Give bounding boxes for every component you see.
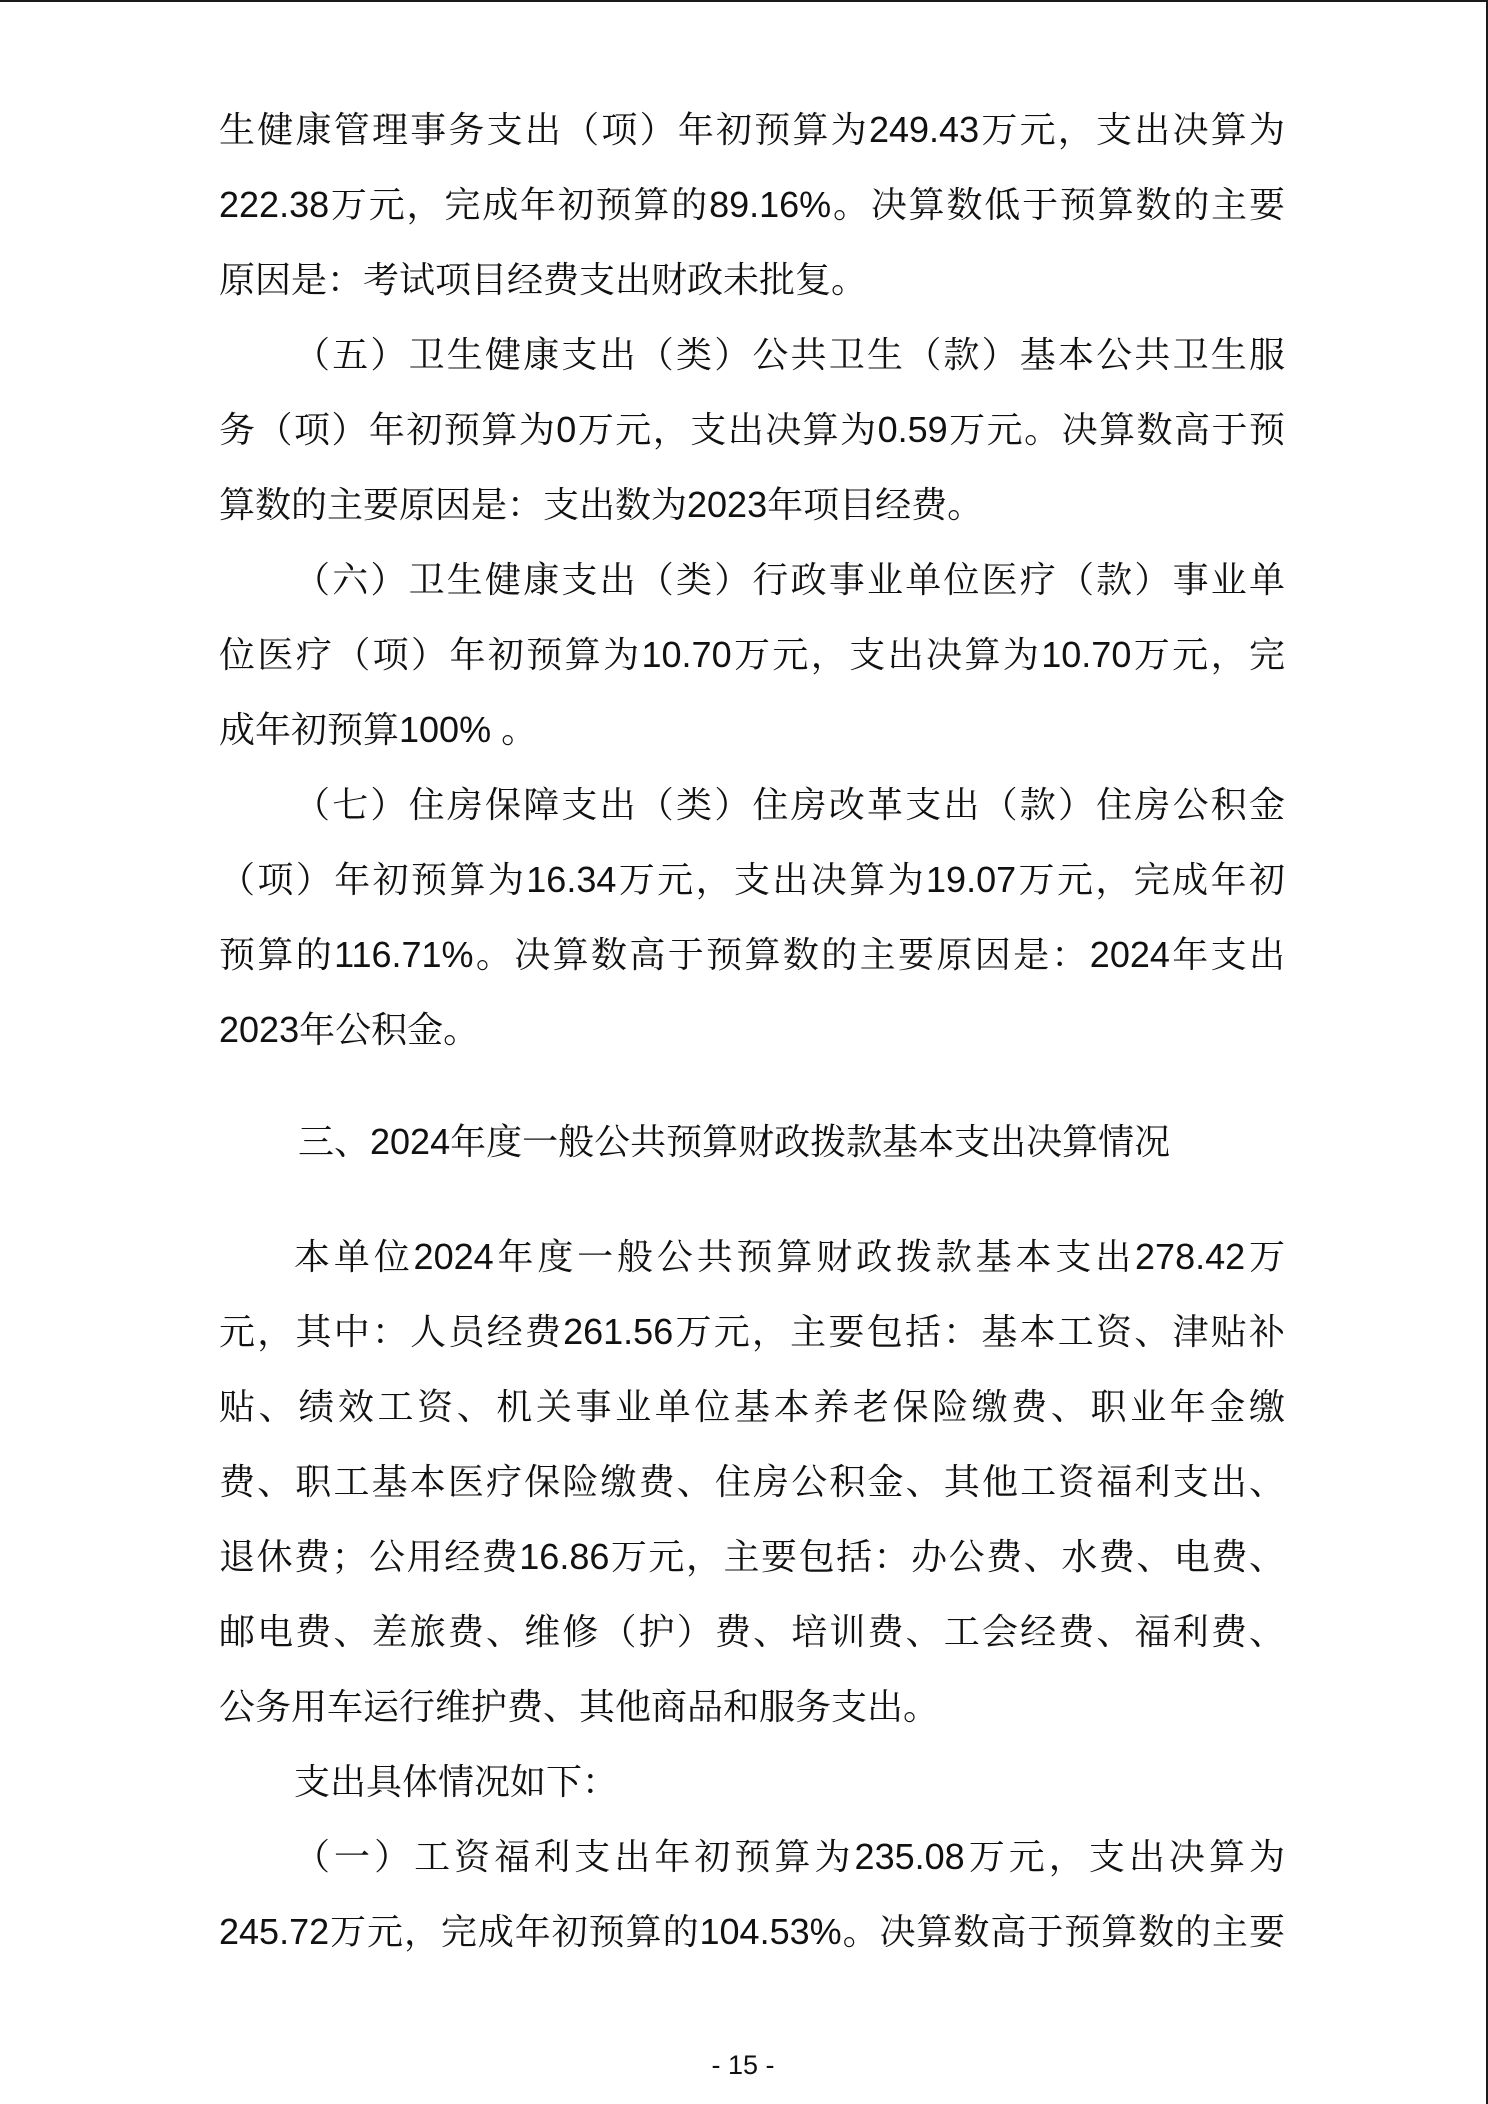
document-body [219,92,1285,1969]
page-number: - 15 - [711,2050,775,2080]
paragraph-line: 位医疗（项）年初预算为10.70万元，支出决算为10.70万元，完 [219,634,1285,675]
paragraph-line: 生健康管理事务支出（项）年初预算为249.43万元，支出决算为 [219,109,1285,150]
paragraph-line: 本单位2024年度一般公共预算财政拨款基本支出278.42万 [294,1236,1285,1277]
paragraph-line: 预算的116.71%。决算数高于预算数的主要原因是：2024年支出 [219,934,1285,975]
paragraph [219,542,1285,767]
paragraph-line: （一）工资福利支出年初预算为235.08万元，支出决算为 [294,1836,1285,1877]
paragraph-line: 贴、绩效工资、机关事业单位基本养老保险缴费、职业年金缴 [219,1386,1285,1427]
paragraph [219,317,1285,542]
paragraph-line: 算数的主要原因是：支出数为2023年项目经费。 [219,484,984,525]
paragraph [219,1744,1285,1819]
paragraph-line: （项）年初预算为16.34万元，支出决算为19.07万元，完成年初 [219,859,1285,900]
paragraph [219,1219,1285,1744]
paragraph-line: 222.38万元，完成年初预算的89.16%。决算数低于预算数的主要 [219,184,1285,225]
paragraph-line: 退休费；公用经费16.86万元，主要包括：办公费、水费、电费、 [219,1536,1285,1577]
paragraph-line: 成年初预算100% 。 [219,709,538,750]
paragraph-line: （五）卫生健康支出（类）公共卫生（款）基本公共卫生服 [294,334,1285,375]
paragraph-line: 2023年公积金。 [219,1009,480,1050]
section-heading: 三、2024年度一般公共预算财政拨款基本支出决算情况 [298,1121,1171,1162]
paragraph [219,767,1285,1067]
paragraph-line: 邮电费、差旅费、维修（护）费、培训费、工会经费、福利费、 [219,1611,1285,1652]
paragraph-line: 费、职工基本医疗保险缴费、住房公积金、其他工资福利支出、 [219,1461,1285,1502]
paragraph-line: （七）住房保障支出（类）住房改革支出（款）住房公积金 [294,784,1285,825]
paragraph-line: （六）卫生健康支出（类）行政事业单位医疗（款）事业单 [294,559,1285,600]
paragraph-line: 245.72万元，完成年初预算的104.53%。决算数高于预算数的主要 [219,1911,1285,1952]
paragraph-line: 公务用车运行维护费、其他商品和服务支出。 [219,1686,940,1727]
paragraph [219,1819,1285,1969]
paragraph-line: 支出具体情况如下： [294,1761,619,1802]
paragraph-line: 原因是：考试项目经费支出财政未批复。 [219,259,868,300]
paragraph-line: 元，其中：人员经费261.56万元，主要包括：基本工资、津贴补 [219,1311,1285,1352]
paragraph [219,92,1285,317]
paragraph-line: 务（项）年初预算为0万元，支出决算为0.59万元。决算数高于预 [219,409,1285,450]
